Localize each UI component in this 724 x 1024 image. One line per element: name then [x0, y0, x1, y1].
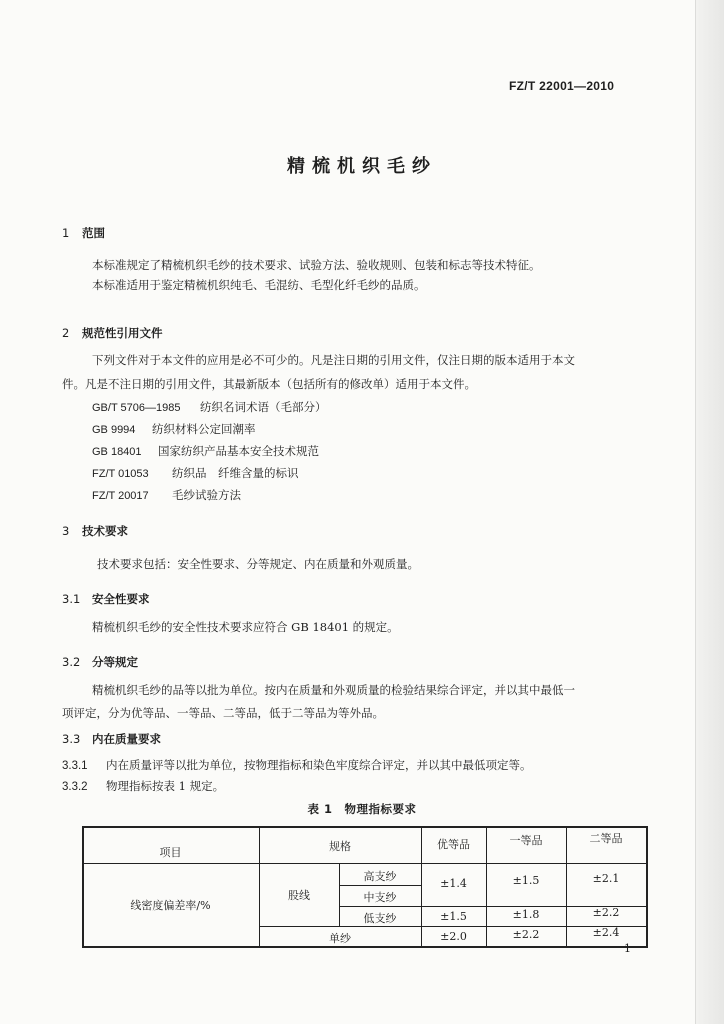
- value-cell: ±2.2: [512, 928, 540, 941]
- clause-number: 3.3.2: [62, 781, 88, 793]
- reference-title: 国家纺织产品基本安全技术规范: [158, 444, 319, 458]
- section-2-para-line-2: 件。凡是不注日期的引用文件，其最新版本（包括所有的修改单）适用于本文件。: [62, 377, 476, 391]
- physical-index-table: [82, 826, 648, 947]
- reference-title: 毛纱试验方法: [172, 488, 241, 502]
- sub-row-low: 低支纱: [363, 912, 397, 925]
- standard-code: FZ/T 22001—2010: [509, 79, 615, 93]
- sub-row-high: 高支纱: [363, 870, 397, 883]
- header-grade-premium: 优等品: [437, 838, 470, 851]
- section-2-para-line-1: 下列文件对于本文件的应用是必不可少的。凡是注日期的引用文件，仅注日期的版本适用于本文: [92, 353, 575, 367]
- document-title: 精梳机织毛纱: [287, 156, 437, 177]
- section-1-number: 1: [62, 226, 70, 240]
- table-rule: [646, 826, 648, 947]
- section-1-para-1: 本标准规定了精梳机织毛纱的技术要求、试验方法、验收规则、包装和标志等技术特征。: [92, 258, 541, 272]
- table-rule: [82, 826, 648, 828]
- reference-code: FZ/T 20017: [92, 490, 149, 502]
- section-3-heading: [62, 523, 128, 539]
- header-item: 项目: [159, 846, 182, 859]
- section-1-heading: [62, 225, 105, 241]
- clause-3-3-2: [62, 778, 224, 794]
- reference-item: [92, 465, 299, 481]
- sub-row-mid: 中支纱: [363, 891, 397, 904]
- table-rule: [339, 885, 421, 886]
- clause-text: 内在质量评等以批为单位，按物理指标和染色牢度综合评定，并以其中最低项定等。: [106, 758, 532, 772]
- value-cell: ±2.1: [592, 872, 620, 885]
- value-cell: ±1.5: [440, 910, 467, 923]
- section-3-1-heading: [62, 591, 150, 607]
- clause-3-3-1: [62, 757, 532, 773]
- reference-code: GB 18401: [92, 446, 142, 458]
- section-3-1-title: 安全性要求: [92, 592, 150, 606]
- reference-item: [92, 399, 327, 415]
- section-3-2-para-line-1: 精梳机织毛纱的品等以批为单位。按内在质量和外观质量的检验结果综合评定，并以其中最低一: [92, 683, 575, 697]
- header-grade-second: 二等品: [589, 832, 623, 845]
- clause-number: 3.3.1: [62, 760, 88, 772]
- value-cell: ±2.0: [440, 930, 467, 943]
- value-cell: ±1.5: [512, 874, 540, 887]
- reference-item: [92, 443, 319, 459]
- table-rule: [82, 863, 648, 864]
- section-3-2-number: 3.2: [62, 655, 81, 669]
- section-3-2-heading: [62, 654, 138, 670]
- reference-code: GB 9994: [92, 424, 136, 436]
- table-rule: [82, 946, 648, 948]
- header-grade-first: 一等品: [509, 834, 543, 847]
- row-label: 线密度偏差率/%: [130, 899, 211, 912]
- section-3-2-para-line-2: 项评定，分为优等品、一等品、二等品，低于二等品为等外品。: [62, 706, 384, 720]
- section-2-title: 规范性引用文件: [82, 326, 163, 340]
- single-yarn-label: 单纱: [329, 932, 351, 945]
- value-cell: ±1.8: [512, 908, 540, 921]
- reference-title: 纺织名词术语（毛部分）: [200, 400, 327, 414]
- ply-label: 股线: [288, 889, 310, 902]
- section-3-2-title: 分等规定: [92, 655, 138, 669]
- value-cell: ±1.4: [440, 877, 467, 890]
- reference-code: GB/T 5706—1985: [92, 402, 181, 414]
- section-3-title: 技术要求: [82, 524, 128, 538]
- table-caption: 表 1 物理指标要求: [307, 802, 417, 816]
- section-1-title: 范围: [82, 226, 105, 240]
- header-spec: 规格: [329, 840, 351, 853]
- reference-item: [92, 421, 256, 437]
- section-1-para-2: 本标准适用于鉴定精梳机织纯毛、毛混纺、毛型化纤毛纱的品质。: [92, 278, 426, 292]
- reference-item: [92, 487, 241, 503]
- section-2-number: 2: [62, 326, 70, 340]
- section-3-3-title: 内在质量要求: [92, 732, 161, 746]
- reference-title: 纺织材料公定回潮率: [152, 422, 256, 436]
- page-number: 1: [624, 942, 631, 955]
- section-2-heading: [62, 325, 163, 341]
- reference-title: 纺织品 纤维含量的标识: [172, 466, 299, 480]
- section-3-para: 技术要求包括：安全性要求、分等规定、内在质量和外观质量。: [97, 557, 419, 571]
- value-cell: ±2.2: [592, 906, 620, 919]
- section-3-3-number: 3.3: [62, 732, 81, 746]
- section-3-number: 3: [62, 524, 70, 538]
- value-cell: ±2.4: [592, 926, 620, 939]
- section-3-1-number: 3.1: [62, 592, 81, 606]
- section-3-3-heading: [62, 731, 161, 747]
- section-3-1-para: 精梳机织毛纱的安全性技术要求应符合 GB 18401 的规定。: [92, 620, 399, 634]
- clause-text: 物理指标按表 1 规定。: [106, 779, 225, 793]
- reference-code: FZ/T 01053: [92, 468, 149, 480]
